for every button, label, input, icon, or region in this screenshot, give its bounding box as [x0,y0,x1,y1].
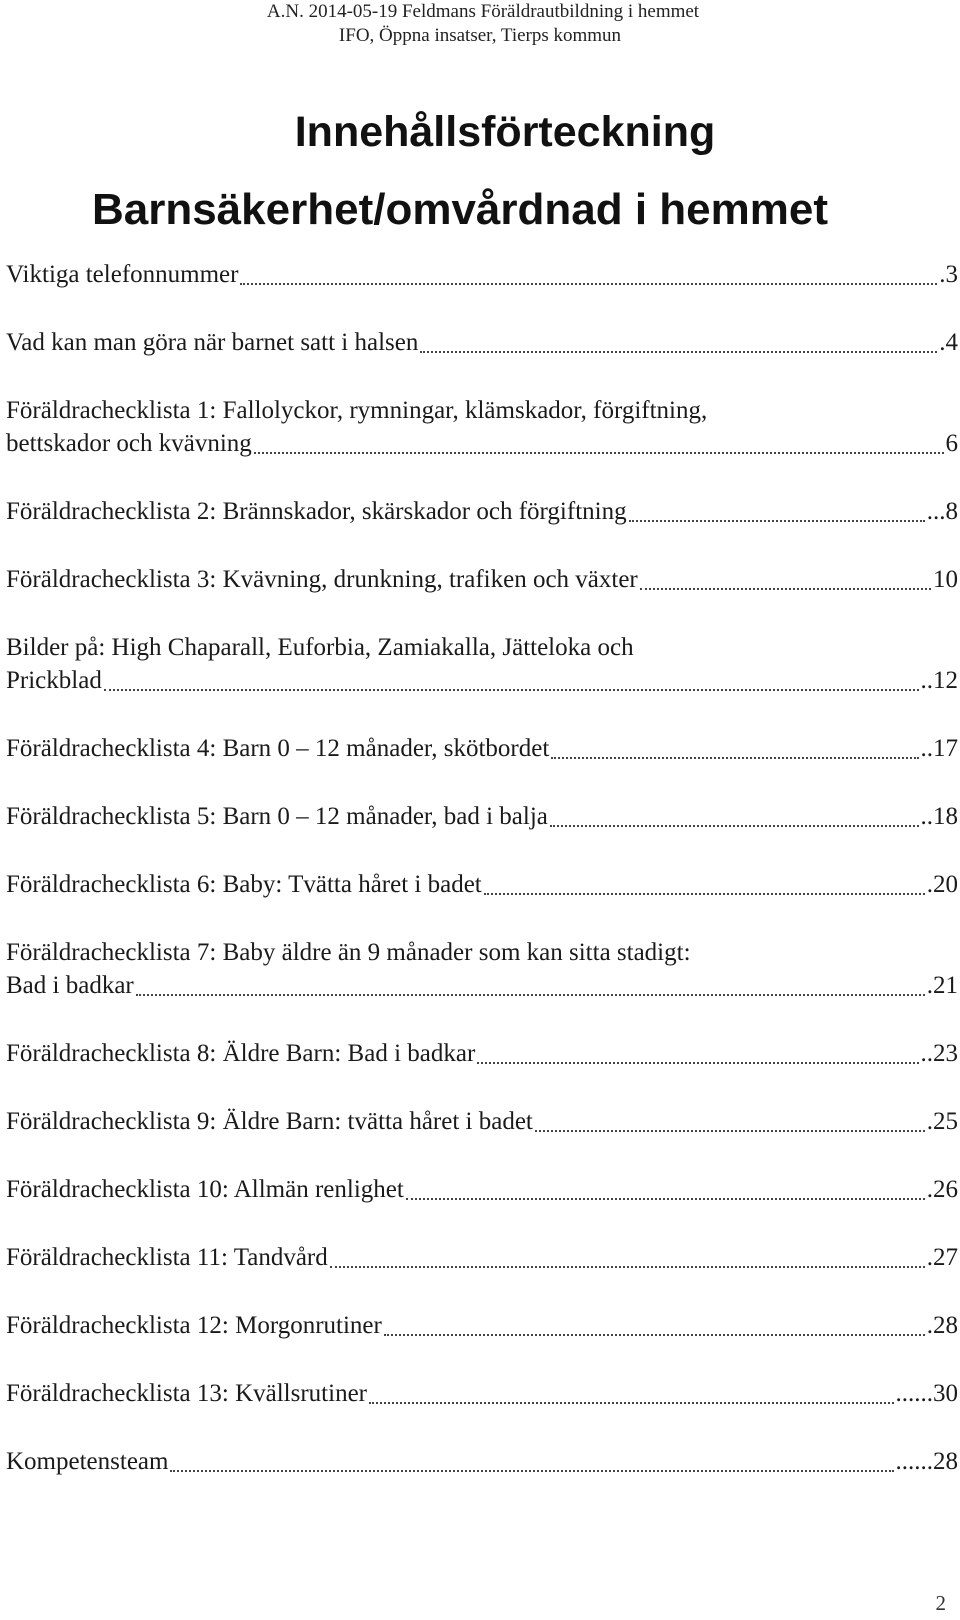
toc-entry[interactable] [6,732,958,765]
toc-entry-label: Föräldrachecklista 11: Tandvård [6,1244,328,1271]
toc-entry-page: .28 [926,1312,958,1339]
toc-entry[interactable] [6,1377,958,1410]
toc-dot-leader [168,1445,895,1478]
toc-entry-first-line: Bilder på: High Chaparall, Euforbia, Zamiakalla, Jätteloka och [6,634,634,661]
toc-dot-leader [102,664,921,697]
toc-entry-row [6,1309,958,1342]
toc-entry[interactable] [6,631,958,697]
page-number: 2 [935,1591,946,1615]
toc-dot-leader [638,563,933,596]
toc-dot-leader [482,868,927,901]
toc-entry-label: bettskador och kvävning [6,430,252,457]
toc-entry-row [6,427,958,460]
toc-entry-label: Föräldrachecklista 4: Barn 0 – 12 månader, skötbordet [6,735,550,762]
toc-entry-label: Föräldrachecklista 13: Kvällsrutiner [6,1380,367,1407]
toc-dot-leader [367,1377,896,1410]
toc-entry-row [6,495,958,528]
page-title: Innehållsförteckning [294,108,716,156]
toc-entry[interactable] [6,800,958,833]
toc-entry[interactable] [6,394,958,460]
toc-entry-label: Föräldrachecklista 2: Brännskador, skärskador och förgiftning [6,498,627,525]
toc-entry-row [6,1445,958,1478]
toc-dot-leader [252,427,946,460]
toc-dot-leader [382,1309,927,1342]
toc-dot-leader [627,495,927,528]
page-header [0,0,960,48]
toc-dot-leader [549,732,920,765]
toc-entry-row [6,258,958,291]
toc-entry-page: 10 [933,566,958,593]
toc-entry[interactable] [6,326,958,359]
toc-entry[interactable] [6,563,958,596]
toc-entry-row [6,1105,958,1138]
toc-entry-row [6,563,958,596]
toc-entry[interactable] [6,1105,958,1138]
toc-entry[interactable] [6,868,958,901]
toc-dot-leader [533,1105,927,1138]
header-line-1: A.N. 2014-05-19 Feldmans Föräldrautbildning i hemmet [266,1,700,22]
toc-entry-row [6,1037,958,1070]
toc-entry-page: .3 [939,261,958,288]
toc-entry-row [6,1377,958,1410]
toc-entry-first-line: Föräldrachecklista 1: Fallolyckor, rymningar, klämskador, förgiftning, [6,397,708,424]
toc-entry-label: Bad i badkar [6,972,134,999]
toc-entry[interactable] [6,936,958,1002]
toc-entry-row [6,868,958,901]
toc-entry-page: .26 [926,1176,958,1203]
toc-entry-page: .25 [926,1108,958,1135]
toc-entry-label: Prickblad [6,667,102,694]
toc-dot-leader [238,258,939,291]
toc-entry-page: ..18 [920,803,958,830]
toc-entry[interactable] [6,1309,958,1342]
page-subtitle: Barnsäkerhet/omvårdnad i hemmet [91,185,829,234]
toc-dot-leader [134,969,927,1002]
toc-entry-label: Vad kan man göra när barnet satt i halsen [6,329,419,356]
toc-entry[interactable] [6,258,958,291]
toc-entry-page: ..23 [920,1040,958,1067]
toc-entry-row [6,1241,958,1274]
toc-entry-row [6,732,958,765]
toc-entry-row [6,326,958,359]
toc-dot-leader [548,800,921,833]
toc-entry-label: Föräldrachecklista 8: Äldre Barn: Bad i badkar [6,1040,476,1067]
toc-entry-first-line: Föräldrachecklista 7: Baby äldre än 9 månader som kan sitta stadigt: [6,939,691,966]
toc-entry-row [6,664,958,697]
toc-entry-page: ...8 [926,498,958,525]
toc-entry-label: Föräldrachecklista 5: Barn 0 – 12 månader, bad i balja [6,803,548,830]
toc-entry-row [6,800,958,833]
toc-entry-row [6,1173,958,1206]
toc-entry[interactable] [6,1445,958,1478]
toc-entry-label: Föräldrachecklista 12: Morgonrutiner [6,1312,382,1339]
toc-entry[interactable] [6,1173,958,1206]
toc-dot-leader [404,1173,927,1206]
toc-entry-page: .20 [926,871,958,898]
toc-dot-leader [418,326,939,359]
toc-entry-label: Föräldrachecklista 6: Baby: Tvätta håret i badet [6,871,482,898]
toc-entry-label: Föräldrachecklista 10: Allmän renlighet [6,1176,404,1203]
toc-entry-label: Kompetensteam [6,1448,169,1475]
toc-entry-page: .4 [939,329,958,356]
toc-dot-leader [475,1037,920,1070]
toc-entry-label: Föräldrachecklista 9: Äldre Barn: tvätta håret i badet [6,1108,533,1135]
toc-entry-page: ......30 [895,1380,958,1407]
toc-entry-label: Viktiga telefonnummer [6,261,239,288]
toc-entry[interactable] [6,1241,958,1274]
toc-entry-row [6,969,958,1002]
toc-entry-label: Föräldrachecklista 3: Kvävning, drunkning, trafiken och växter [6,566,638,593]
toc-entry-page: 6 [945,430,958,457]
toc-entry-page: ......28 [895,1448,958,1475]
toc-entry[interactable] [6,1037,958,1070]
toc-entry[interactable] [6,495,958,528]
header-line-2: IFO, Öppna insatser, Tierps kommun [338,25,622,46]
toc-entry-page: .27 [926,1244,958,1271]
toc-dot-leader [328,1241,927,1274]
toc-entry-page: .21 [926,972,958,999]
toc-entry-page: ..17 [920,735,958,762]
table-of-contents [6,258,958,1513]
toc-entry-page: ..12 [920,667,958,694]
